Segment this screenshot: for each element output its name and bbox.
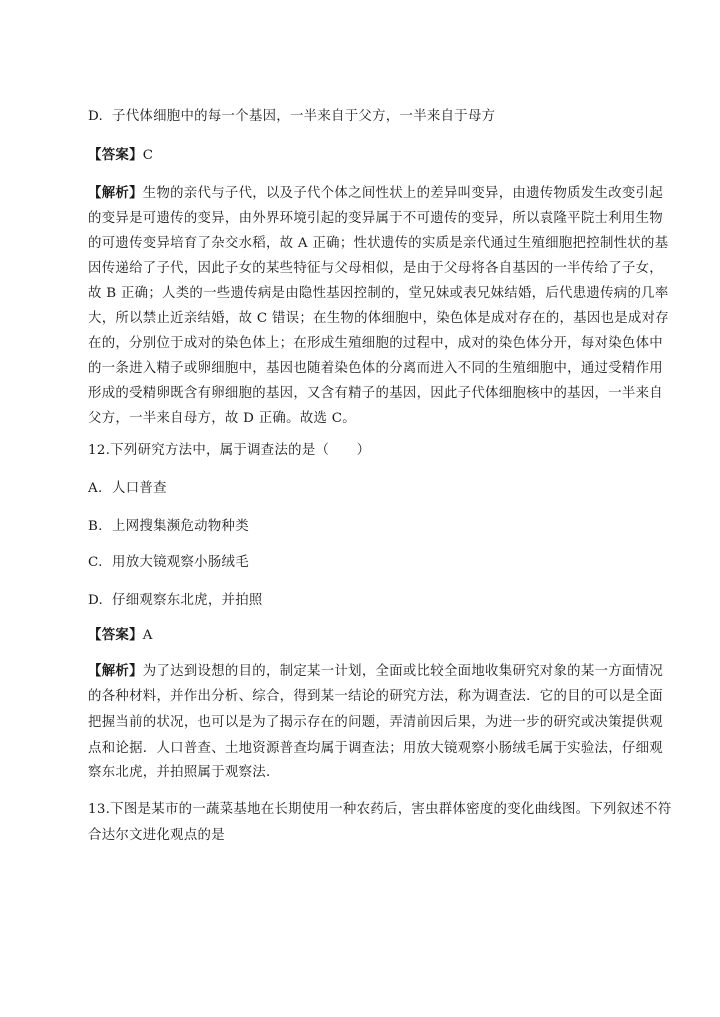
option-label: D. [88,109,104,124]
q11-analysis-line: 的可遗传变异培育了杂交水稻，故 A 正确；性状遗传的实质是亲代通过生殖细胞把控制性状的基 [88,236,669,251]
analysis-tag: 【解析】 [88,185,143,201]
q11-analysis-line: 的一条进入精子或卵细胞中，基因也随着染色体的分离而进入不同的生殖细胞中，通过受精作用 [88,361,664,376]
q13-stem-line: 合达尔文进化观点的是 [88,828,225,843]
q12-option-a [88,480,648,498]
option-text: 人口普查 [112,481,167,496]
q11-analysis-line: 大，所以禁止近亲结婚，故 C 错误；在生物的体细胞中，染色体是成对存在的，基因也是成对存 [88,311,669,326]
q11-analysis-line: 因传递给了子代，因此子女的某些特征与父母相似，是由于父母将各自基因的一半传给了子女， [88,261,664,276]
q12-analysis-line: 【解析】为了达到设想的目的，制定某一计划，全面或比较全面地收集研究对象的某一方面情况 [88,663,664,679]
q11-option-d [88,108,648,126]
q12-analysis-line: 察东北虎，并拍照属于观察法． [88,765,280,780]
option-label: A. [88,481,103,496]
q11-analysis-line: 形成的受精卵既含有卵细胞的基因，又含有精子的基因，因此子代体细胞核中的基因，一半来自 [88,386,664,401]
q12-analysis-line: 的各种材料，并作出分析、综合，得到某一结论的研究方法，称为调查法．它的目的可以是全面 [88,689,664,704]
q11-analysis-line: 在的，分别位于成对的染色体上；在形成生殖细胞的过程中，成对的染色体分开，每对染色体中 [88,336,664,351]
q11-analysis-line: 的变异是可遗传的变异，由外界环境引起的变异属于不可遗传的变异，所以袁隆平院士利用生物 [88,211,664,226]
answer-tag: 【答案】 [88,147,143,163]
q12-answer [88,626,648,645]
q12-analysis-line: 把握当前的状况，也可以是为了揭示存在的问题，弄清前因后果，为进一步的研究或决策提供观 [88,715,664,730]
q12-option-c [88,554,648,572]
option-text: 用放大镜观察小肠绒毛 [112,555,249,570]
option-text: 上网搜集濒危动物种类 [112,519,249,534]
q11-analysis-line: 【解析】生物的亲代与子代，以及子代个体之间性状上的差异叫变异，由遗传物质发生改变引起 [88,185,664,201]
option-label: B. [88,519,103,534]
q11-answer [88,146,648,165]
q12-analysis-line: 点和论据．人口普查、土地资源普查均属于调查法；用放大镜观察小肠绒毛属于实验法，仔细观 [88,741,664,756]
option-label: D. [88,593,104,608]
answer-value: A [142,628,153,643]
answer-value: C [142,148,154,163]
analysis-tag: 【解析】 [88,663,143,679]
option-text: 仔细观察东北虎，并拍照 [112,593,263,608]
q11-analysis-line: 故 B 正确；人类的一些遗传病是由隐性基因控制的，堂兄妹或表兄妹结婚，后代患遗传病的几率 [88,286,669,301]
option-label: C. [88,555,103,570]
q11-analysis-line: 父方，一半来自母方，故 D 正确。故选 C。 [88,411,356,426]
option-text: 子代体细胞中的每一个基因，一半来自于父方，一半来自于母方 [112,109,496,124]
q12-stem: 12.下列研究方法中，属于调查法的是（ ） [88,443,371,458]
q13-stem-line: 13.下图是某市的一蔬菜基地在长期使用一种农药后，害虫群体密度的变化曲线图。下列叙述不符 [88,802,672,817]
answer-tag: 【答案】 [88,627,143,643]
q12-option-b [88,518,648,536]
q12-option-d [88,592,648,610]
